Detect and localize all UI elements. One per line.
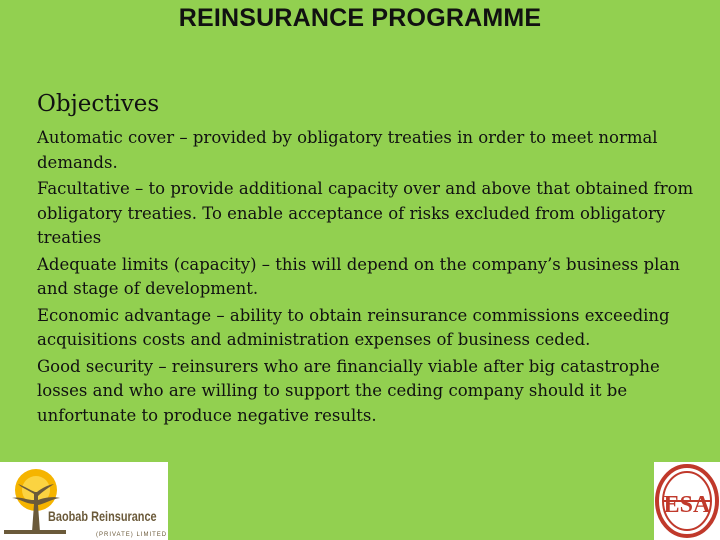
- objective-adequate-limits: Adequate limits (capacity) – this will depend on the company’s business plan and stage of development.: [37, 254, 680, 298]
- objective-good-security: Good security – reinsurers who are financially viable after big catastrophe losses and who are willing to support the ceding company should it be unfortunate to produce negative results.: [37, 356, 660, 425]
- objective-facultative: Facultative – to provide additional capacity over and above that obtained from obligatory treaties. To enable acceptance of risks excluded from obligatory treaties: [37, 179, 694, 247]
- slide-body: [37, 90, 709, 430]
- baobab-reinsurance-logo: [0, 462, 168, 540]
- objective-automatic-cover: Automatic cover – provided by obligatory treaties in order to meet normal demands.: [37, 128, 658, 172]
- baobab-logo-name: Baobab Reinsurance: [48, 508, 157, 524]
- esa-logo: [654, 462, 720, 540]
- esa-letters: ESA: [663, 492, 711, 518]
- objectives-heading: Objectives: [37, 91, 160, 117]
- slide-title: REINSURANCE PROGRAMME: [178, 4, 542, 32]
- baobab-tree-icon: [4, 468, 66, 534]
- objective-economic-advantage: Economic advantage – ability to obtain reinsurance commissions exceeding acquisitions costs and administration expenses of business ceded.: [37, 305, 670, 349]
- baobab-logo-subtitle: (PRIVATE) LIMITED: [96, 532, 168, 538]
- esa-emblem-icon: [655, 464, 719, 538]
